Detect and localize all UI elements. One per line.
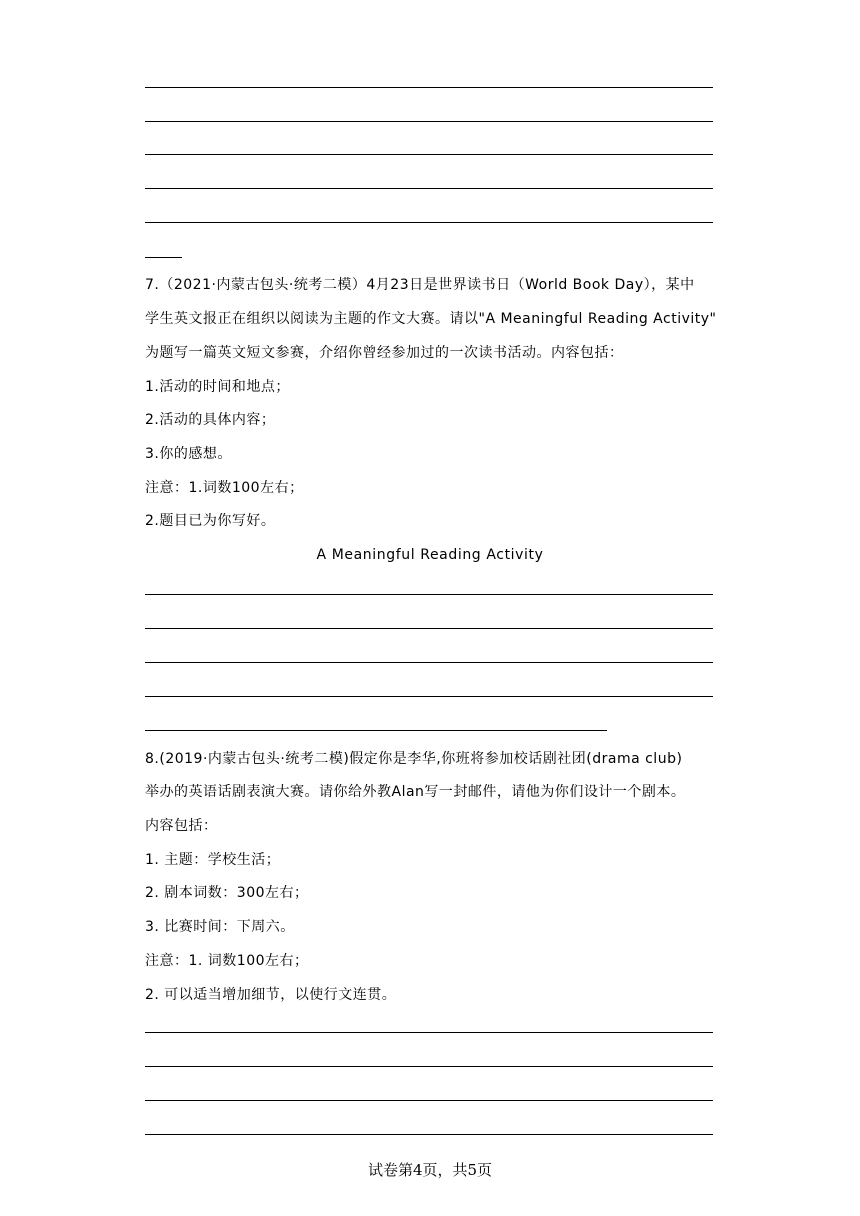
q8-stem-line-3: 内容包括： (145, 818, 218, 834)
answer-line (145, 121, 713, 122)
answer-line (145, 594, 713, 595)
q8-stem-line-1: 8.(2019·内蒙古包头·统考二模)假定你是李华,你班将参加校话剧社团(drama club) (145, 751, 683, 767)
answer-line (145, 222, 713, 223)
q7-note-2: 2.题目已为你写好。 (145, 513, 276, 529)
q8-item-3: 3. 比赛时间：下周六。 (145, 919, 295, 935)
q7-stem-line-3: 为题写一篇英文短文参赛，介绍你曾经参加过的一次读书活动。内容包括： (145, 345, 624, 361)
q8-note-2: 2. 可以适当增加细节，以使行文连贯。 (145, 987, 397, 1003)
q8-item-1: 1. 主题：学校生活； (145, 852, 281, 868)
page-footer: 试卷第4页，共5页 (367, 1161, 493, 1179)
answer-line (145, 628, 713, 629)
q7-essay-title: A Meaningful Reading Activity (316, 547, 544, 563)
q7-note-1: 注意：1.词数100左右； (145, 480, 304, 496)
answer-line (145, 188, 713, 189)
answer-line (145, 87, 713, 88)
answer-line (145, 1100, 713, 1101)
answer-line (145, 1134, 713, 1135)
q7-item-1: 1.活动的时间和地点； (145, 379, 290, 395)
answer-line-short (145, 730, 607, 731)
answer-line (145, 1066, 713, 1067)
q8-stem-line-2: 举办的英语话剧表演大赛。请你给外教Alan写一封邮件，请他为你们设计一个剧本。 (145, 784, 686, 800)
q8-note-1: 注意：1. 词数100左右； (145, 953, 309, 969)
answer-line (145, 154, 713, 155)
q7-item-2: 2.活动的具体内容； (145, 412, 276, 428)
q7-stem-line-2: 学生英文报正在组织以阅读为主题的作文大赛。请以"A Meaningful Reading Activity" (145, 311, 717, 327)
answer-line (145, 696, 713, 697)
q8-item-2: 2. 剧本词数：300左右； (145, 885, 309, 901)
answer-line (145, 1032, 713, 1033)
q7-stem-line-1: 7.（2021·内蒙古包头·统考二模）4月23日是世界读书日（World Book Day），某中 (145, 277, 695, 293)
answer-line-tail (145, 257, 182, 258)
q7-item-3: 3.你的感想。 (145, 446, 232, 462)
answer-line (145, 662, 713, 663)
